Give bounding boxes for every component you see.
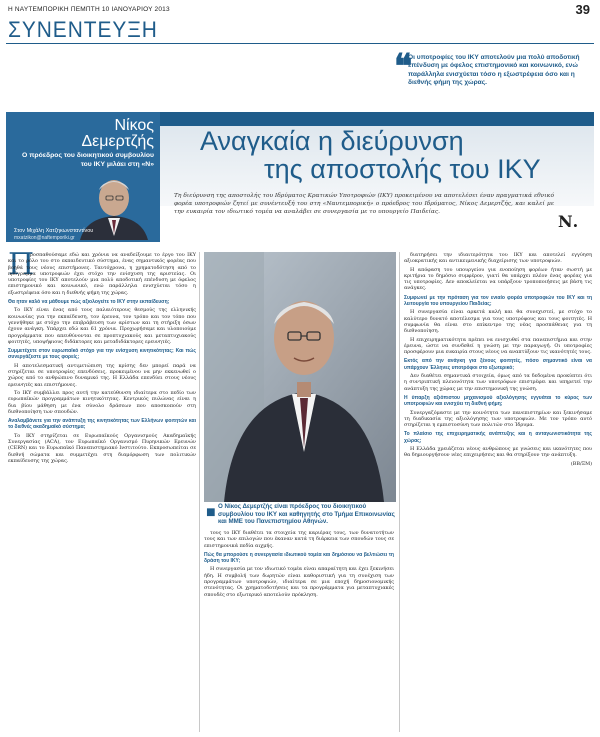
question: Αναλαμβάνετε για την ανάπτυξη της κινητικότητας των Ελλήνων φοιτητών και το διεθνές ακαδημαϊκό σύστημα; [8,418,196,431]
question: Συμμετέχετε στον ευρωπαϊκό στόχο για την ενίσχυση κινητικότητας; Και πώς συνεργάζεστε με τους φορείς; [8,348,196,361]
column-divider [399,252,400,732]
answer: διατηρήσει την ιδιαιτερότητα του ΙΚΥ και αποτελεί εγγύηση αξιοκρατικής και αντικειμενικής διαχείρισης των υποτροφιών. [404,252,592,265]
intro-paragraph: ροσπαθούσαμε εδώ και χρόνια να αναδείξουμε το έργο του ΙΚΥ και το ρόλο του στο εκπαιδευτικό σύστημα, ένας σημαντικός φορέας που βοηθά τους νέους επιστήμονες. Ταυτόχρονα, η χρηματοδότηση από το πρόγραμμα υποτροφιών έχει στόχο την ενίσχυση της αριστείας. Οι υποτροφίες του ΙΚΥ αποτελούν μια πολύ αποδοτική επένδυση με όφελος επιστημονικό και κοινωνικό, ενώ παράλληλα ενισχύεται τόσο η εξωστρέφεια όσο και η διεθνής φήμη της χώρας. [8,252,196,296]
article-closing: (ΒΒ/ΞΜ) [570,460,592,467]
publication-line: Η ΝΑΥΤΕΜΠΟΡΙΚΗ ΠΕΜΠΤΗ 10 ΙΑΝΟΥΑΡΙΟΥ 2013 [8,6,170,13]
question: Θα ηταν καλό να μάθουμε πώς αξιολογείτε το ΙΚΥ στην εκπαίδευση; [8,299,170,306]
answer: Το ΙΚΥ συμβάλλει προς αυτή την κατεύθυνση ιδιαίτερα στο πεδίο των ευρωπαϊκών προγραμμάτων κινητικότητας. Κεντρικός πυλώνας είναι η δια βίου μάθηση με ένα σύνολο δράσεων που αποσκοπούν στη διεθνοποίηση των σπουδών. [8,389,196,415]
article-column-left [8,247,196,466]
answer: τους το ΙΚΥ διαθέτει τα στοιχεία της καριέρας τους, των δυνατοτήτων τους και των επιλογών που έκαναν κατά τη διάρκεια των σπουδών τους σε επιστημονικά πεδία αιχμής. [204,530,394,549]
article-column-middle [204,530,394,600]
quote-mark-icon: ❝ [394,48,413,86]
interviewee-role: Ο πρόεδρος του διοικητικού συμβουλίου του ΙΚΥ μιλάει στη «Ν» [22,152,154,168]
center-photo [204,252,396,502]
caption-marker-icon: ■ [206,504,216,521]
question: Το πλαίσιο της επιχειρηματικής ανάπτυξης και η ανταγωνιστικότητα της χώρας; [404,431,592,444]
interviewee-first-name: Νίκος [114,117,154,134]
interviewee-last-name: Δεμερτζής [81,133,154,150]
column-divider [199,252,200,732]
answer: Δεν διαθέτει σημαντικά στοιχεία, όμως από τα δεδομένα προκύπτει ότι η συντριπτική πλειονότητα των υποτρόφων επιστρέφει και υπηρετεί την ανάπτυξη της χώρας με την επιστημονική της γνώση. [404,373,592,392]
question: Πώς θα μπορούσε η συνεργασία ιδιωτικού τομέα και δημόσιου να βελτιώσει τη δράση του ΙΚΥ; [204,551,394,565]
pull-quote: Οι υποτροφίες του ΙΚΥ αποτελούν μια πολύ αποδοτική επένδυση με όφελος επιστημονικό και κοινωνικό, ενώ παράλληλα ενισχύεται τόσο η εξωστρέφεια όσο και η διεθνής φήμη της χώρας. [408,54,580,87]
headline-line-1: Αναγκαία η διεύρυνση [200,126,464,156]
headline-line-2: της αποστολής του ΙΚΥ [264,154,541,184]
byline: Στον Μιχάλη Χατζηκωνσταντίνου [14,228,94,234]
question: Εκτός από την ανάγκη για ξένους φοιτητές, πόσο σημαντικό είναι να υπάρχουν Έλληνες υποτρόφοι στο εξωτερικό; [404,358,592,371]
answer: Η αποτελεσματική αντιμετώπιση της κρίσης δεν μπορεί παρά να στηρίζεται σε υποτροφίες επενδύσεις, προκειμένου να μην εκκενωθεί ο χώρος από το ανθρώπινο δυναμικό της. Η Ελλάδα επενδύει στους νέους ερευνητές και επιστήμονες. [8,362,196,388]
lede: Τη διεύρυνση της αποστολής του Ιδρύματος Κρατικών Υποτροφιών (ΙΚΥ) προκειμένου να αποτελέσει έναν πραγματικά εθνικό φορέα υποτροφιών ζητεί με συνέντευξή του στη «Ναυτεμπορική» ο πρόεδρος του Ιδρύματος, Νίκος Δεμερτζής, και καλεί με την ευκαιρία τον ιδιωτικό τομέα να αναλάβει σε συνεργασία με το υπουργείο Παιδείας. [174,193,554,216]
answer: Συνεργαζόμαστε με την κοινότητα των πανεπιστημίων και ξεκινήσαμε τη διαδικασία της αξιολόγησης των υποτροφιών. Με τον τρόπο αυτό στηρίζεται η εμπιστοσύνη των πολιτών στο Ίδρυμα. [404,409,592,429]
question: Συμφωνεί με την πρόταση για τον ενιαίο φορέα υποτροφιών του ΙΚΥ και τη λειτουργία του υπουργείου Παιδείας; [404,294,592,308]
byline-email: mxatzikon@naftemporiki.gr [14,235,75,241]
answer: Η Ελλάδα χρειάζεται νέους ανθρώπους με γνώσεις και ικανότητες που θα δημιουργήσουν νέες επιχειρήσεις και θα στηρίξουν την ανάπτυξη. [404,446,592,459]
answer: Η συνεργασία είναι αρκετά καλή και θα συνεχιστεί, με στόχο το καλύτερο δυνατό αποτέλεσμα για τους υποτρόφους και τους φοιτητές. Η συμφωνία θα είναι στο επίκεντρο της νέας προσπάθειας για τη διεθνοποίηση. [404,309,592,335]
question: Η ύπαρξη αξιόπιστου μηχανισμού αξιολόγησης εγγυάται το κύρος των υποτροφιών και ενισχύει τη διεθνή φήμη; [404,394,592,408]
article-column-right [404,252,592,469]
answer: Η επιχειρηματικότητα πρέπει να ενισχυθεί στα πανεπιστήμια και στην έρευνα, ώστε να συνδεθεί η γνώση με την παραγωγή. Οι υποτροφίες προσφέρουν μια ευκαιρία στους νέους να αναπτύξουν τις ικανότητές τους. [404,336,592,356]
naftemporiki-logo: Ν. [558,212,579,231]
photo-caption: Ο Νίκος Δεμερτζής είναι πρόεδρος του διοικητικού συμβουλίου του ΙΚΥ και καθηγητής στο Τμήμα Επικοινωνίας και ΜΜΕ του Πανεπιστημίου Αθηνών. [218,503,395,526]
drop-cap: Π [8,247,35,282]
section-title: ΣΥΝΕΝΤΕΥΞΗ [8,17,158,42]
answer: Το ΙΚΥ είναι ένας από τους παλαιότερους θεσμούς της ελληνικής κοινωνίας για την εκπαίδευση, τον έρευνα, τον τρόπο και τον τόπο που γεννήθηκε με στόχο την επιβράβευση των αρίστων και τη στήριξη όσων έχουν ανάγκη. Υπάρχει εδώ και 61 χρόνια. Προχωρήσαμε και υλοποιούμε προγράμματα που απευθύνονται σε προπτυχιακούς και μεταπτυχιακούς φοιτητές, υποψήφιους διδάκτορες και μεταδιδάκτορες ερευνητές. [8,307,196,345]
answer: Η συνεργασία με τον ιδιωτικό τομέα είναι απαραίτητη και έχει ξεκινήσει ήδη. Η συμβολή των δωρητών είναι καθοριστική για τη συνέχιση των προγραμμάτων υποτροφιών, ιδιαίτερα σε μια εποχή δημοσιονομικής στενότητας. Οι χρηματοδοτήσεις και τα προγράμματα για μεταπτυχιακές σπουδές στο εξωτερικό αποτελούν πρόκληση. [204,566,394,598]
answer: Η απόφαση του υπουργείου για ενοποίηση φορέων ήταν σωστή με κριτήρια το δημόσιο συμφέρον, γιατί θα υπάρχει πλέον ένας φορέας για τις υποτροφίες. Δεν αποκλείεται να υπάρξουν τροποποιήσεις με βάση τις ανάγκες. [404,266,592,292]
page-number: 39 [575,2,590,17]
section-rule [6,43,594,44]
answer: Το ΙΚΥ στηρίζεται σε Ευρωπαϊκούς Οργανισμούς Ακαδημαϊκής Συνεργασίας (ACA), τον Ευρωπαϊκό Οργανισμό Πυρηνικών Ερευνών (CERN) και το Ευρωπαϊκό Πανεπιστημιακό Ινστιτούτο. Εκπροσωπείται σε διεθνή σώματα και συμμετέχει στη διαμόρφωση των πολιτικών εκπαίδευσης της χώρας. [8,432,196,464]
